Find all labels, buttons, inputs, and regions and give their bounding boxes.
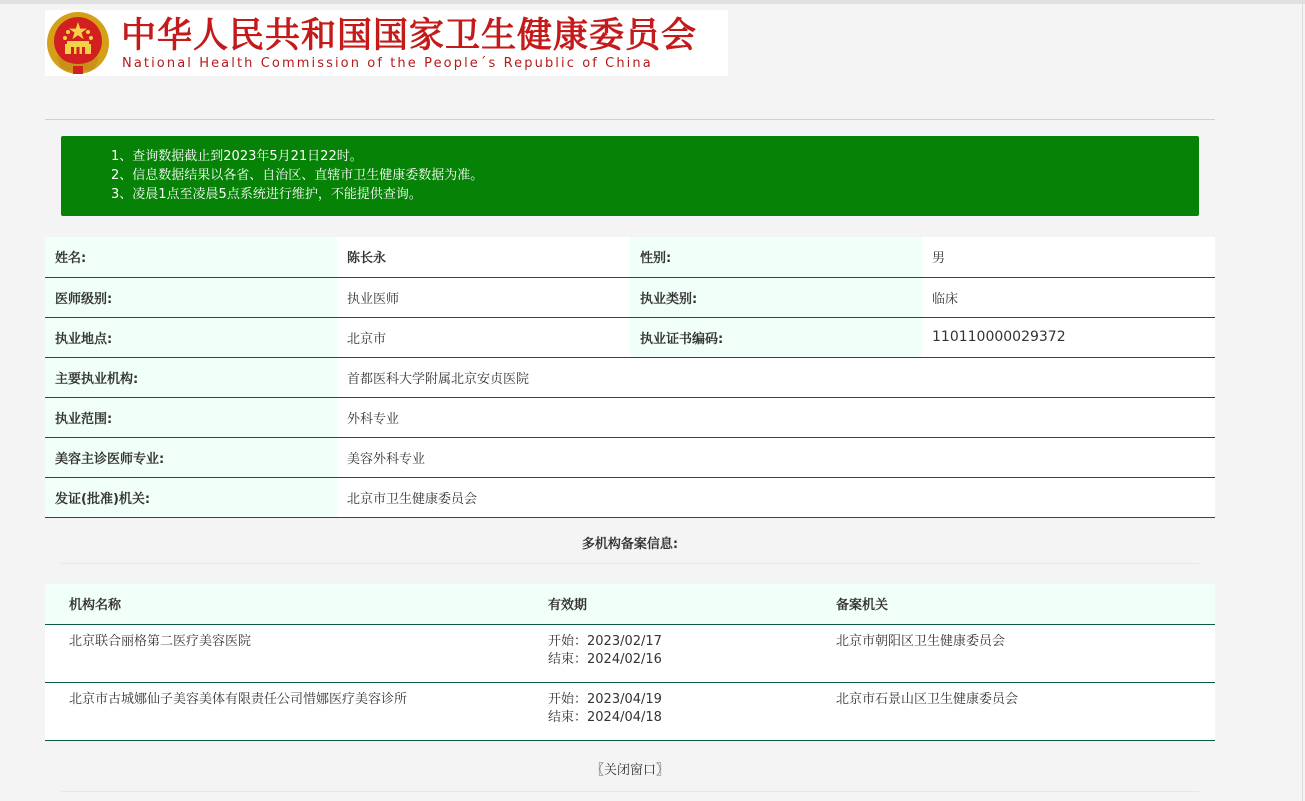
doctor-name: 陈长永 [337,237,630,277]
column-header-institution: 机构名称 [45,584,524,624]
category-label: 执业类别: [630,277,922,317]
validity-end: 结束：2024/02/16 [548,651,662,667]
doctor-info-table [45,237,1215,518]
notice-line: 1、查询数据截止到2023年5月21日22时。 [111,149,363,164]
table-row [45,317,1215,357]
doctor-cosmetic-specialty: 美容外科专业 [337,437,1215,477]
registration-authority: 北京市石景山区卫生健康委员会 [812,682,1215,740]
table-row [45,277,1215,317]
doctor-issuer: 北京市卫生健康委员会 [337,477,1215,517]
table-row [45,437,1215,477]
national-emblem-icon [45,10,111,76]
institution-label: 主要执业机构: [45,357,337,397]
location-label: 执业地点: [45,317,337,357]
doctor-scope: 外科专业 [337,397,1215,437]
table-row [45,357,1215,397]
registration-institution: 北京联合丽格第二医疗美容医院 [45,624,524,682]
gender-label: 性别: [630,237,922,277]
cert-no-label: 执业证书编码: [630,317,922,357]
section-divider [61,563,1199,564]
table-header-row [45,584,1215,624]
top-border [0,0,1305,4]
validity-start: 开始：2023/04/19 [548,691,662,707]
notice-line: 2、信息数据结果以各省、自治区、直辖市卫生健康委数据为准。 [111,168,484,183]
table-row [45,237,1215,277]
doctor-cert-no: 110110000029372 [922,317,1215,357]
doctor-level: 执业医师 [337,277,630,317]
doctor-institution: 首都医科大学附属北京安贞医院 [337,357,1215,397]
cosmetic-label: 美容主诊医师专业: [45,437,337,477]
validity-start: 开始：2023/02/17 [548,633,662,649]
name-label: 姓名: [45,237,337,277]
validity-end: 结束：2024/04/18 [548,709,662,725]
table-row [45,477,1215,517]
table-row [45,397,1215,437]
header-banner [45,10,728,76]
table-row [45,682,1215,740]
registration-validity [524,682,812,740]
issuer-label: 发证(批准)机关: [45,477,337,517]
registration-authority: 北京市朝阳区卫生健康委员会 [812,624,1215,682]
doctor-category: 临床 [922,277,1215,317]
doctor-location: 北京市 [337,317,630,357]
notice-box [61,136,1199,216]
scope-label: 执业范围: [45,397,337,437]
notice-line: 3、凌晨1点至凌晨5点系统进行维护，不能提供查询。 [111,187,422,202]
doctor-gender: 男 [922,237,1215,277]
org-name-cn: 中华人民共和国国家卫生健康委员会 [121,15,698,56]
level-label: 医师级别: [45,277,337,317]
org-name-en: National Health Commission of the People´s Republic of China [122,56,653,71]
registrations-table [45,584,1215,741]
footer-divider [61,791,1199,792]
registration-institution: 北京市古城娜仙子美容美体有限责任公司惜娜医疗美容诊所 [45,682,524,740]
registration-validity [524,624,812,682]
registrations-title: 多机构备案信息: [581,537,679,552]
table-row [45,624,1215,682]
column-header-validity: 有效期 [524,584,812,624]
header-divider [45,119,1215,120]
column-header-authority: 备案机关 [812,584,1215,624]
close-window-link[interactable]: 〖关闭窗口〗 [590,763,669,778]
right-edge-line [1302,0,1303,801]
